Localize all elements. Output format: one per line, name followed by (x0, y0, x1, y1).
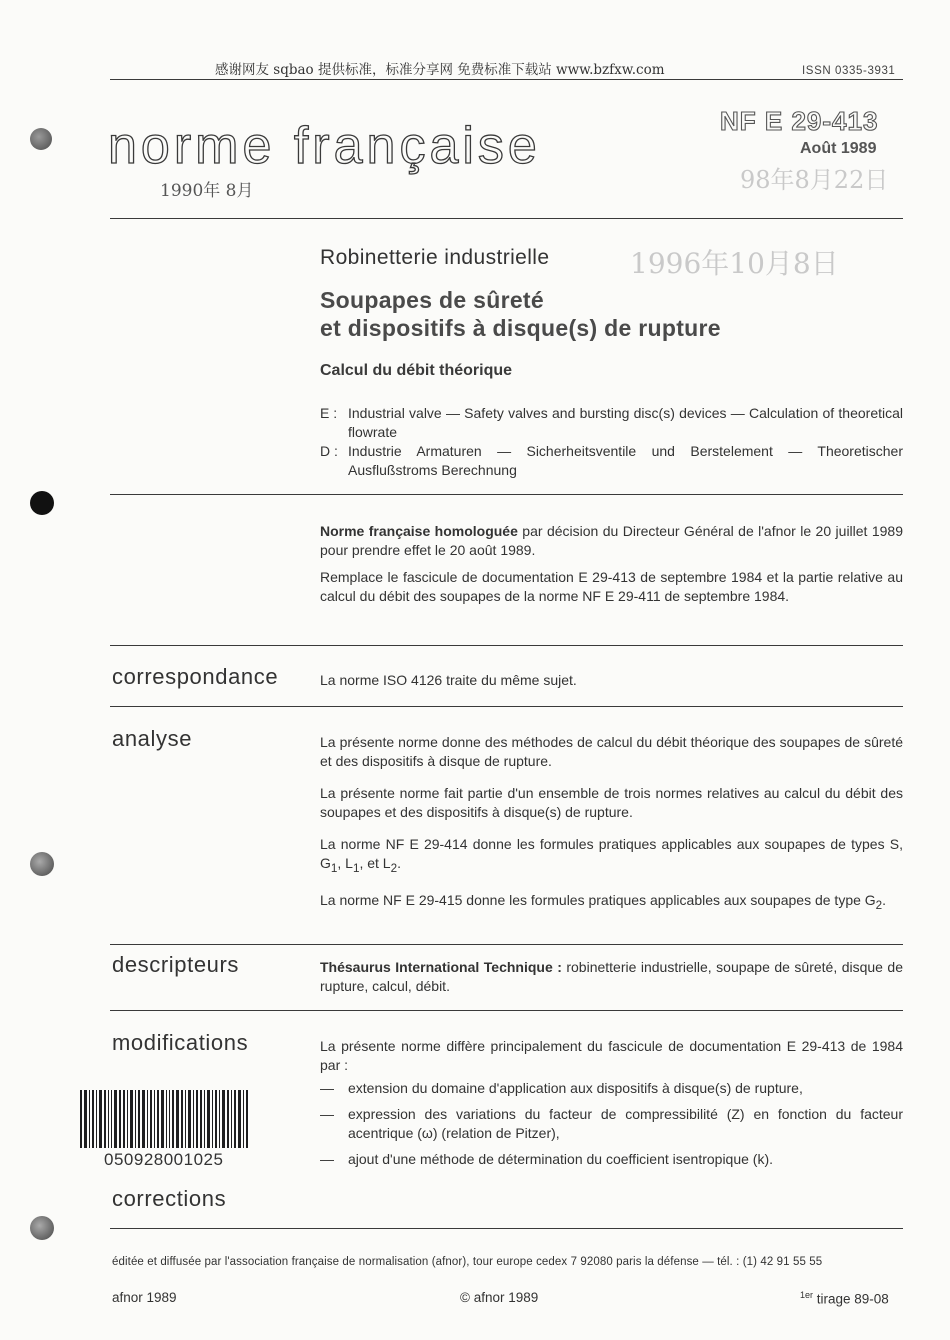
barcode-bar (185, 1090, 186, 1148)
barcode-bar (127, 1090, 128, 1148)
barcode-bar (234, 1090, 236, 1148)
standard-date: Août 1989 (800, 140, 877, 157)
punch-hole (30, 1216, 54, 1240)
modifications-text (320, 1037, 903, 1176)
barcode-bar (231, 1090, 232, 1148)
translation-text: Industrie Armaturen — Sicherheitsventile und Berstelement — Theoretischer Ausflußstroms Berechnung (348, 443, 903, 478)
barcode-bar (172, 1090, 174, 1148)
barcode-bar (238, 1090, 241, 1148)
barcode-bar (227, 1090, 229, 1148)
barcode-bar (150, 1090, 152, 1148)
barcode-bar (119, 1090, 121, 1148)
barcode-bar (108, 1090, 109, 1148)
barcode-bar (138, 1090, 140, 1148)
language-code: E : (320, 405, 338, 421)
barcode-bar (222, 1090, 225, 1148)
standard-number: NF E 29-413 (720, 106, 879, 136)
barcode-bar (92, 1090, 94, 1148)
barcode-bar (243, 1090, 244, 1148)
homologation-lead: Norme française homologuée (320, 523, 518, 539)
header-rule (110, 79, 903, 80)
section-label-corrections: corrections (112, 1186, 227, 1211)
section-label-correspondance: correspondance (112, 664, 279, 689)
translation-text: Industrial valve — Safety valves and bursting disc(s) devices — Calculation of theoretical flowrate (348, 405, 903, 440)
analyse-paragraph: La présente norme fait partie d'un ensemble de trois normes relatives au calcul du débit des soupapes et des dispositifs à disque(s) de rupture. (320, 785, 903, 820)
section-rule (110, 645, 903, 646)
title-line-2: et dispositifs à disque(s) de rupture (320, 315, 721, 341)
footer-copyright: © afnor 1989 (460, 1290, 539, 1305)
norme-francaise-logo: norme française (108, 117, 541, 175)
barcode-bar (154, 1090, 155, 1148)
barcode-bar (96, 1090, 97, 1148)
barcode (80, 1090, 250, 1170)
barcode-bar (111, 1090, 112, 1148)
barcode-bar (114, 1090, 117, 1148)
analyse-paragraph: La présente norme donne des méthodes de calcul du débit théorique des soupapes de sûreté et des dispositifs à disque de rupture. (320, 734, 903, 769)
modifications-intro: La présente norme diffère principalement du fascicule de documentation E 29-413 de 1984 par : (320, 1038, 903, 1073)
section-rule (110, 706, 903, 707)
barcode-bar (169, 1090, 170, 1148)
download-watermark: 感谢网友 sqbao 提供标准，标准分享网 免费标准下载站 www.bzfxw.com (215, 62, 665, 78)
barcode-bar (246, 1090, 248, 1148)
section-label-modifications: modifications (112, 1030, 249, 1055)
document-subhead: Calcul du débit théorique (320, 362, 513, 379)
punch-hole (30, 128, 52, 150)
homologation-block (320, 522, 903, 619)
faint-date-stamp: 98年8月22日 (740, 166, 889, 194)
correspondance-text: La norme ISO 4126 traite du même sujet. (320, 672, 577, 688)
translation-english (320, 404, 903, 442)
barcode-bar (147, 1090, 148, 1148)
descripteurs-text (320, 958, 903, 996)
section-label-analyse: analyse (112, 726, 193, 751)
list-item: — ajout d'une méthode de détermination du coefficient isentropique (k). (320, 1151, 774, 1167)
barcode-bar (219, 1090, 220, 1148)
barcode-bar (99, 1090, 102, 1148)
document-title (320, 286, 880, 342)
title-line-1: Soupapes de sûreté (320, 287, 544, 313)
modifications-list (320, 1079, 903, 1169)
footer-print-run: $^{1er}$ tirage 89-08 (800, 1290, 889, 1307)
footer-rule (110, 1228, 903, 1229)
section-rule (110, 1010, 903, 1011)
barcode-bar (142, 1090, 145, 1148)
descripteurs-keywords: robinetterie industrielle, soupape de sûreté, disque de rupture, calcul, débit. (320, 959, 903, 994)
masthead-rule (110, 218, 903, 219)
punch-hole (30, 852, 54, 876)
barcode-bar (84, 1090, 87, 1148)
barcode-bar (181, 1090, 183, 1148)
analyse-paragraph: La norme NF E 29-414 donne les formules pratiques applicables aux soupapes de types S, $G_1$, $L_1$, et $L_2$. (320, 836, 903, 875)
homologation-text (320, 522, 903, 560)
barcode-bar (200, 1090, 202, 1148)
punch-hole (30, 491, 54, 515)
barcode-bar (80, 1090, 82, 1148)
barcode-bar (104, 1090, 106, 1148)
homologation-detail: par décision du Directeur Général de l'afnor le 20 juillet 1989 pour prendre effet le 20 août 1989. (320, 523, 904, 558)
analyse-text (320, 733, 903, 928)
barcode-bar (130, 1090, 133, 1148)
translation-german (320, 442, 903, 480)
barcode-bar (123, 1090, 125, 1148)
section-label-descripteurs: descripteurs (112, 952, 240, 977)
list-item: — expression des variations du facteur de compressibilité (Z) en fonction du facteur acentrique (ω) (relation de Pitzer), (320, 1106, 903, 1141)
footer-left: afnor 1989 (112, 1290, 177, 1305)
barcode-bar (207, 1090, 210, 1148)
barcode-bar (196, 1090, 198, 1148)
section-rule (110, 944, 903, 945)
archive-date-stamp: 1996年10月8日 (630, 247, 839, 280)
barcode-bar (161, 1090, 164, 1148)
analyse-paragraph: La norme NF E 29-415 donne les formules pratiques applicables aux soupapes de type $G_2$. (320, 891, 887, 912)
issn: ISSN 0335-3931 (802, 65, 896, 77)
barcode-bar (135, 1090, 136, 1148)
replaces-text: Remplace le fascicule de documentation E 29-413 de septembre 1984 et la partie relative au calcul du débit des soupapes de la norme NF E 29-411 de septembre 1984. (320, 569, 903, 604)
barcode-bar (204, 1090, 205, 1148)
barcode-bar (193, 1090, 194, 1148)
translations (320, 404, 903, 480)
barcode-bars (80, 1090, 250, 1148)
barcode-bar (188, 1090, 191, 1148)
barcode-bar (176, 1090, 179, 1148)
language-code: D : (320, 443, 338, 459)
received-stamp: 1990年 8月 (160, 181, 254, 201)
barcode-bar (212, 1090, 213, 1148)
barcode-bar (157, 1090, 159, 1148)
list-item: — extension du domaine d'application aux dispositifs à disque(s) de rupture, (320, 1080, 803, 1096)
title-rule (110, 494, 903, 495)
barcode-number: 050928001025 (104, 1150, 224, 1169)
publisher-address: éditée et diffusée par l'association française de normalisation (afnor), tour europe cedex 7 92080 paris la défense — tél. : (1) 42 91 55 55 (112, 1256, 823, 1268)
subtitle: Robinetterie industrielle (320, 246, 550, 269)
barcode-bar (166, 1090, 167, 1148)
descripteurs-lead: Thésaurus International Technique : (320, 959, 562, 975)
barcode-bar (215, 1090, 217, 1148)
barcode-bar (89, 1090, 90, 1148)
